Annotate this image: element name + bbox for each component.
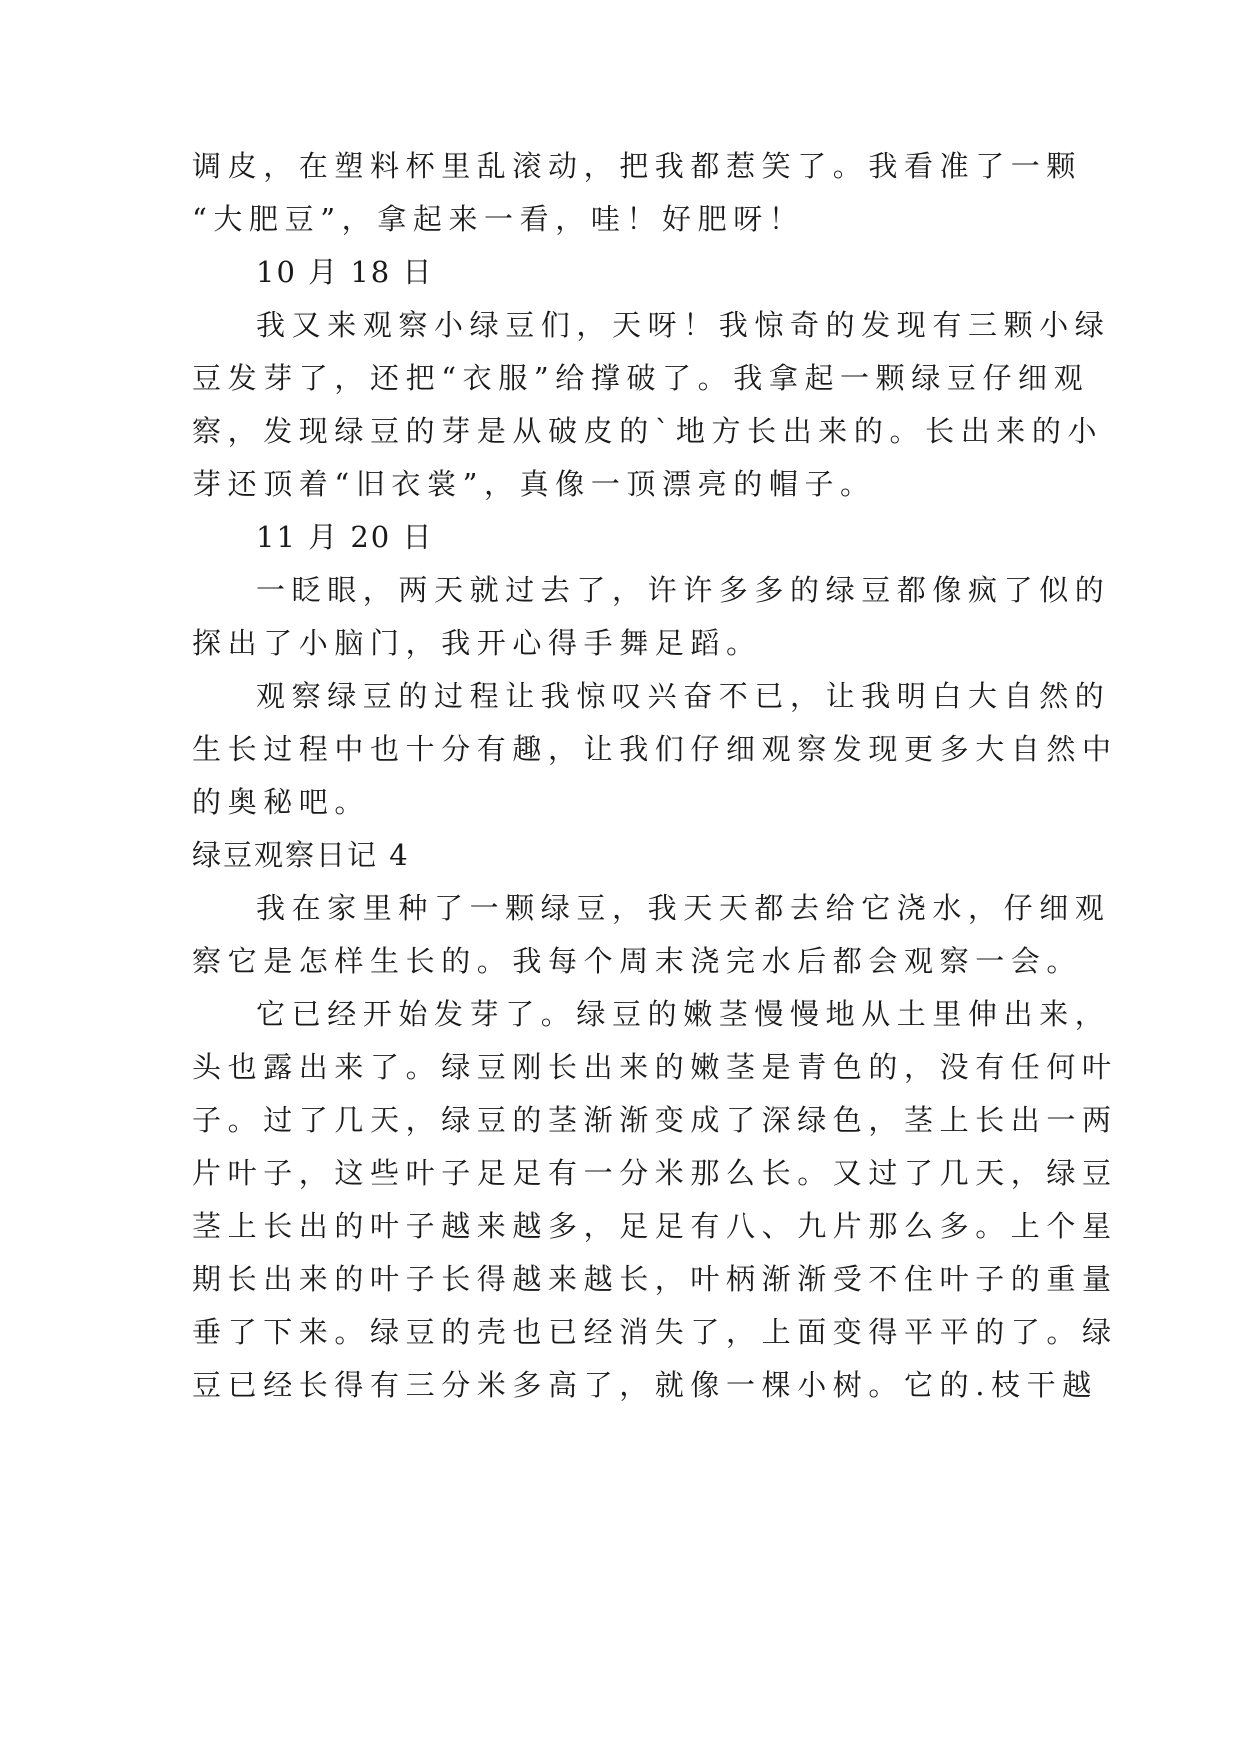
paragraph-line: 期长出来的叶子长得越来越长，叶柄渐渐受不住叶子的重量 <box>192 1262 1118 1296</box>
paragraph-line: 豆已经长得有三分米多高了，就像一棵小树。它的.枝干越 <box>192 1368 1098 1402</box>
paragraph-line: 我又来观察小绿豆们，天呀！我惊奇的发现有三颗小绿 <box>256 308 1111 342</box>
paragraph-line: 观察绿豆的过程让我惊叹兴奋不已，让我明白大自然的 <box>256 679 1111 713</box>
paragraph-line: 片叶子，这些叶子足足有一分米那么长。又过了几天，绿豆 <box>192 1156 1118 1190</box>
paragraph-line: 探出了小脑门，我开心得手舞足蹈。 <box>192 626 762 660</box>
paragraph-line: 的奥秘吧。 <box>192 785 371 819</box>
paragraph-line: 豆发芽了，还把“衣服”给撑破了。我拿起一颗绿豆仔细观 <box>192 361 1090 395</box>
paragraph-line: 调皮，在塑料杯里乱滚动，把我都惹笑了。我看准了一颗 <box>192 149 1083 183</box>
paragraph-line: 头也露出来了。绿豆刚长出来的嫩茎是青色的，没有任何叶 <box>192 1050 1118 1084</box>
paragraph-line: 察，发现绿豆的芽是从破皮的`地方长出来的。长出来的小 <box>192 414 1104 448</box>
paragraph-line: 垂了下来。绿豆的壳也已经消失了，上面变得平平的了。绿 <box>192 1315 1118 1349</box>
paragraph-line: 茎上长出的叶子越来越多，足足有八、九片那么多。上个星 <box>192 1209 1118 1243</box>
diary-date: 10 月 18 日 <box>256 255 434 289</box>
section-heading: 绿豆观察日记 4 <box>192 838 410 872</box>
paragraph-line: “大肥豆”，拿起来一看，哇！好肥呀！ <box>192 202 805 236</box>
diary-date: 11 月 20 日 <box>256 520 434 554</box>
paragraph-line: 察它是怎样生长的。我每个周末浇完水后都会观察一会。 <box>192 944 1083 978</box>
paragraph-line: 它已经开始发芽了。绿豆的嫩茎慢慢地从土里伸出来， <box>256 997 1111 1031</box>
paragraph-line: 生长过程中也十分有趣，让我们仔细观察发现更多大自然中 <box>192 732 1118 766</box>
paragraph-line: 我在家里种了一颗绿豆，我天天都去给它浇水，仔细观 <box>256 891 1111 925</box>
paragraph-line: 子。过了几天，绿豆的茎渐渐变成了深绿色，茎上长出一两 <box>192 1103 1118 1137</box>
paragraph-line: 一眨眼，两天就过去了，许许多多的绿豆都像疯了似的 <box>256 573 1111 607</box>
paragraph-line: 芽还顶着“旧衣裳”，真像一顶漂亮的帽子。 <box>192 467 876 501</box>
